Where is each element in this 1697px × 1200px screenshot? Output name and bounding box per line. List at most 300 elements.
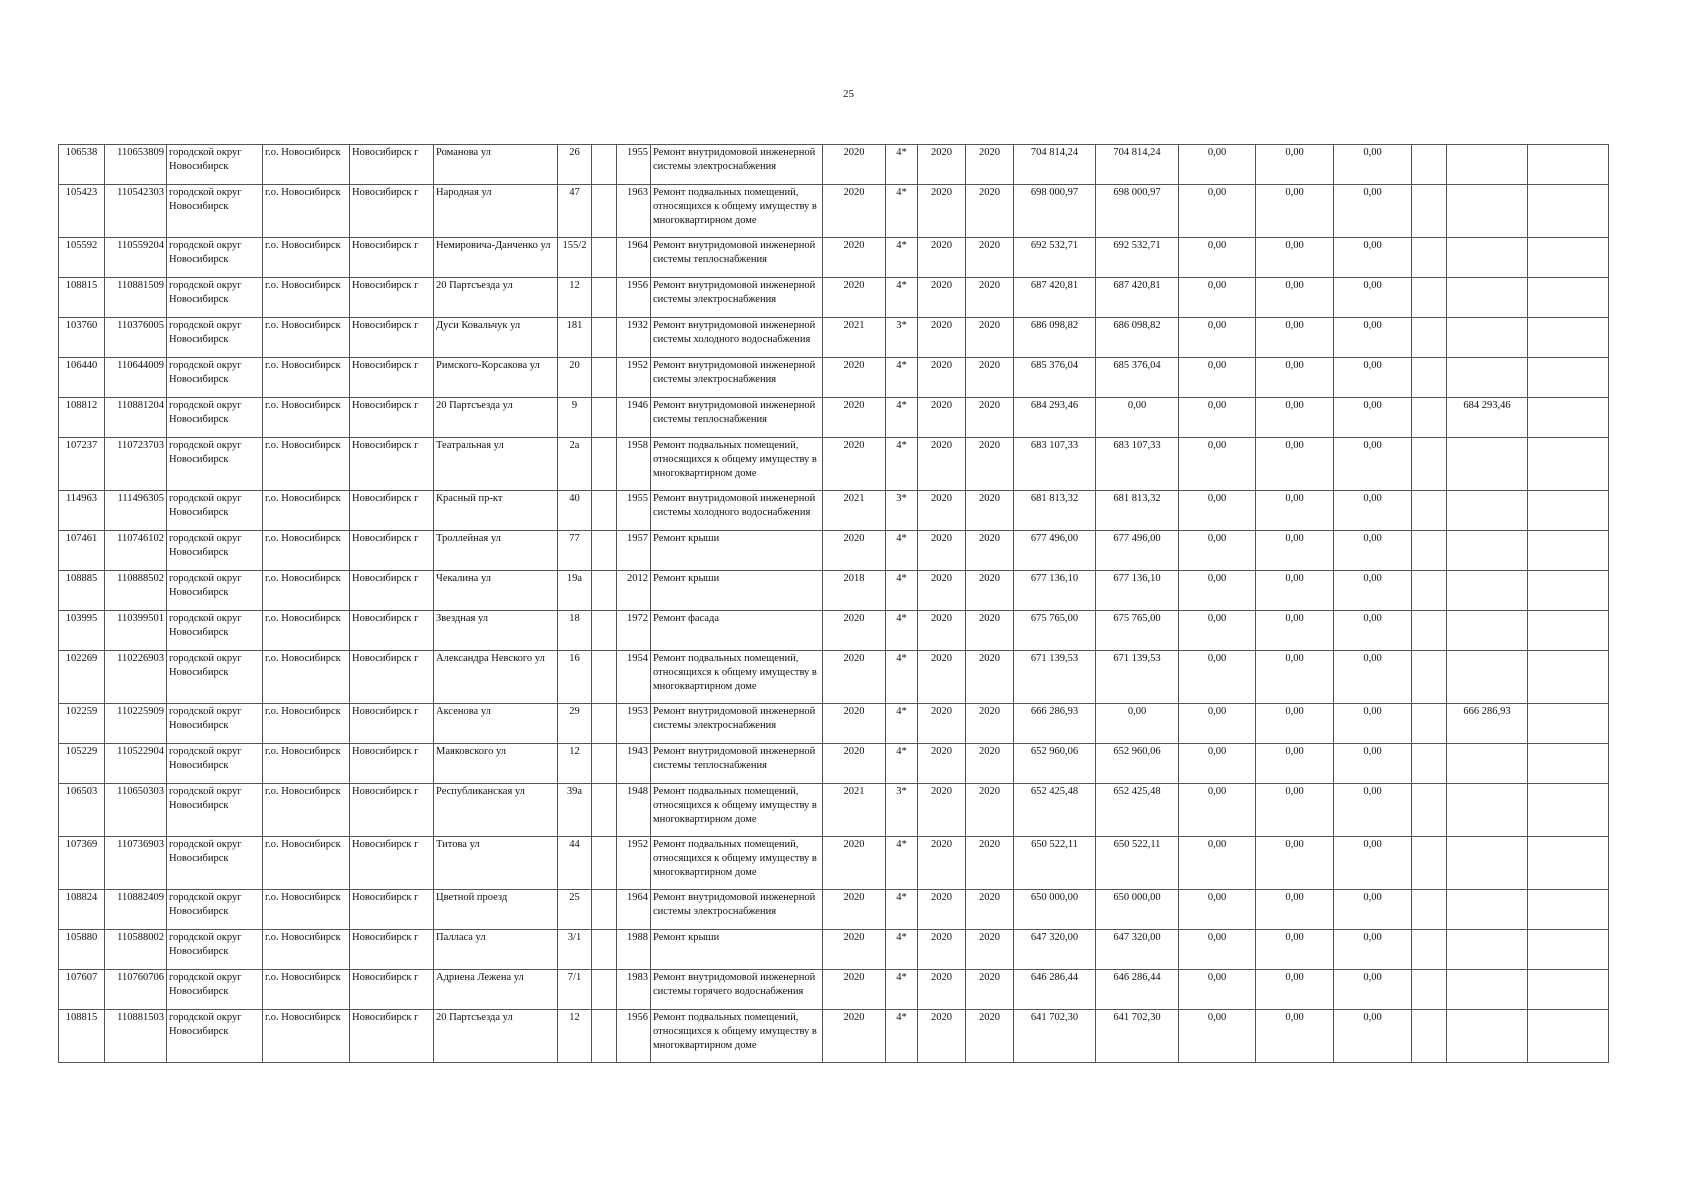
- cell-year-end: 2020: [966, 784, 1014, 837]
- cell-cost-2: 0,00: [1256, 185, 1334, 238]
- cell-cost-5: [1447, 491, 1528, 531]
- cell-city: Новосибирск г: [350, 970, 434, 1010]
- cell-cost-4: [1412, 238, 1447, 278]
- table-row: [59, 145, 1609, 185]
- cell-year-start: 2020: [918, 930, 966, 970]
- cell-municipality: г.о. Новосибирск: [263, 611, 350, 651]
- cell-year-built: 1946: [617, 398, 651, 438]
- cell-work-type: Ремонт подвальных помещений, относящихся к общему имуществу в многоквартирном доме: [651, 784, 823, 837]
- cell-cost-5: [1447, 358, 1528, 398]
- cell-total-cost: 652 425,48: [1014, 784, 1096, 837]
- cell-year-end: 2020: [966, 611, 1014, 651]
- cell-total-cost: 681 813,32: [1014, 491, 1096, 531]
- cell-house-number: 12: [558, 1010, 592, 1063]
- cell-city: Новосибирск г: [350, 930, 434, 970]
- cell-row-id: 105229: [59, 744, 105, 784]
- cell-building-letter: [592, 704, 617, 744]
- cell-fund-cost: 686 098,82: [1096, 318, 1179, 358]
- cell-year-end: 2020: [966, 398, 1014, 438]
- cell-cost-5: [1447, 438, 1528, 491]
- table-row: [59, 185, 1609, 238]
- cell-cost-2: 0,00: [1256, 398, 1334, 438]
- cell-cost-2: 0,00: [1256, 784, 1334, 837]
- cell-city: Новосибирск г: [350, 318, 434, 358]
- cell-object-code: 110882409: [105, 890, 167, 930]
- cell-house-number: 29: [558, 704, 592, 744]
- cell-cost-5: [1447, 145, 1528, 185]
- cell-municipality: г.о. Новосибирск: [263, 837, 350, 890]
- cell-fund-cost: 650 522,11: [1096, 837, 1179, 890]
- cell-fund-cost: 692 532,71: [1096, 238, 1179, 278]
- cell-fund-cost: 652 425,48: [1096, 784, 1179, 837]
- cell-total-cost: 677 496,00: [1014, 531, 1096, 571]
- cell-year-start: 2020: [918, 837, 966, 890]
- cell-house-number: 39а: [558, 784, 592, 837]
- cell-municipality: г.о. Новосибирск: [263, 358, 350, 398]
- cell-city: Новосибирск г: [350, 837, 434, 890]
- cell-total-cost: 692 532,71: [1014, 238, 1096, 278]
- cell-category: 4*: [886, 398, 918, 438]
- cell-house-number: 18: [558, 611, 592, 651]
- cell-cost-1: 0,00: [1179, 1010, 1256, 1063]
- cell-year-start: 2020: [918, 531, 966, 571]
- cell-cost-6: [1528, 837, 1609, 890]
- cell-year-start: 2020: [918, 784, 966, 837]
- cell-cost-6: [1528, 930, 1609, 970]
- cell-category: 4*: [886, 238, 918, 278]
- cell-year-end: 2020: [966, 837, 1014, 890]
- cell-fund-cost: 677 496,00: [1096, 531, 1179, 571]
- cell-row-id: 106503: [59, 784, 105, 837]
- cell-cost-1: 0,00: [1179, 611, 1256, 651]
- cell-house-number: 26: [558, 145, 592, 185]
- cell-category: 4*: [886, 611, 918, 651]
- cell-year-end: 2020: [966, 930, 1014, 970]
- cell-category: 4*: [886, 651, 918, 704]
- cell-year-end: 2020: [966, 890, 1014, 930]
- cell-fund-cost: 652 960,06: [1096, 744, 1179, 784]
- cell-cost-3: 0,00: [1334, 491, 1412, 531]
- cell-municipality: г.о. Новосибирск: [263, 930, 350, 970]
- cell-cost-1: 0,00: [1179, 358, 1256, 398]
- cell-year-built: 1954: [617, 651, 651, 704]
- table-row: [59, 238, 1609, 278]
- cell-cost-6: [1528, 1010, 1609, 1063]
- cell-cost-3: 0,00: [1334, 651, 1412, 704]
- cell-street: 20 Партсъезда ул: [434, 278, 558, 318]
- cell-plan-year: 2020: [823, 1010, 886, 1063]
- cell-year-start: 2020: [918, 398, 966, 438]
- cell-street: Народная ул: [434, 185, 558, 238]
- cell-cost-3: 0,00: [1334, 970, 1412, 1010]
- cell-object-code: 110644009: [105, 358, 167, 398]
- cell-cost-4: [1412, 704, 1447, 744]
- cell-year-end: 2020: [966, 744, 1014, 784]
- cell-house-number: 44: [558, 837, 592, 890]
- cell-year-start: 2020: [918, 185, 966, 238]
- cell-work-type: Ремонт внутридомовой инженерной системы электроснабжения: [651, 145, 823, 185]
- cell-cost-3: 0,00: [1334, 744, 1412, 784]
- cell-cost-1: 0,00: [1179, 398, 1256, 438]
- cell-total-cost: 666 286,93: [1014, 704, 1096, 744]
- cell-district: городской округ Новосибирск: [167, 890, 263, 930]
- cell-cost-3: 0,00: [1334, 278, 1412, 318]
- cell-cost-4: [1412, 744, 1447, 784]
- cell-district: городской округ Новосибирск: [167, 185, 263, 238]
- cell-city: Новосибирск г: [350, 358, 434, 398]
- table-row: [59, 744, 1609, 784]
- cell-city: Новосибирск г: [350, 398, 434, 438]
- cell-year-built: 1955: [617, 491, 651, 531]
- cell-work-type: Ремонт подвальных помещений, относящихся к общему имуществу в многоквартирном доме: [651, 438, 823, 491]
- cell-municipality: г.о. Новосибирск: [263, 784, 350, 837]
- cell-plan-year: 2020: [823, 970, 886, 1010]
- cell-plan-year: 2021: [823, 318, 886, 358]
- cell-fund-cost: 675 765,00: [1096, 611, 1179, 651]
- cell-year-end: 2020: [966, 438, 1014, 491]
- cell-cost-6: [1528, 744, 1609, 784]
- cell-year-start: 2020: [918, 491, 966, 531]
- cell-total-cost: 675 765,00: [1014, 611, 1096, 651]
- cell-year-start: 2020: [918, 890, 966, 930]
- cell-municipality: г.о. Новосибирск: [263, 1010, 350, 1063]
- cell-cost-1: 0,00: [1179, 238, 1256, 278]
- cell-object-code: 110653809: [105, 145, 167, 185]
- cell-cost-4: [1412, 1010, 1447, 1063]
- cell-category: 4*: [886, 185, 918, 238]
- cell-building-letter: [592, 358, 617, 398]
- cell-year-built: 1964: [617, 890, 651, 930]
- table-row: [59, 930, 1609, 970]
- cell-street: Немировича-Данченко ул: [434, 238, 558, 278]
- cell-cost-5: [1447, 185, 1528, 238]
- cell-street: Троллейная ул: [434, 531, 558, 571]
- cell-cost-5: [1447, 744, 1528, 784]
- cell-cost-2: 0,00: [1256, 531, 1334, 571]
- cell-fund-cost: 681 813,32: [1096, 491, 1179, 531]
- cell-street: Александра Невского ул: [434, 651, 558, 704]
- cell-cost-6: [1528, 438, 1609, 491]
- cell-work-type: Ремонт крыши: [651, 571, 823, 611]
- cell-work-type: Ремонт внутридомовой инженерной системы электроснабжения: [651, 278, 823, 318]
- cell-building-letter: [592, 318, 617, 358]
- cell-building-letter: [592, 970, 617, 1010]
- cell-cost-5: [1447, 784, 1528, 837]
- cell-year-end: 2020: [966, 318, 1014, 358]
- cell-category: 4*: [886, 571, 918, 611]
- cell-municipality: г.о. Новосибирск: [263, 238, 350, 278]
- cell-total-cost: 677 136,10: [1014, 571, 1096, 611]
- cell-cost-2: 0,00: [1256, 651, 1334, 704]
- cell-district: городской округ Новосибирск: [167, 278, 263, 318]
- cell-street: Красный пр-кт: [434, 491, 558, 531]
- cell-city: Новосибирск г: [350, 704, 434, 744]
- cell-total-cost: 647 320,00: [1014, 930, 1096, 970]
- cell-cost-4: [1412, 278, 1447, 318]
- cell-cost-2: 0,00: [1256, 704, 1334, 744]
- cell-street: Маяковского ул: [434, 744, 558, 784]
- cell-object-code: 110760706: [105, 970, 167, 1010]
- cell-building-letter: [592, 1010, 617, 1063]
- cell-year-end: 2020: [966, 651, 1014, 704]
- cell-municipality: г.о. Новосибирск: [263, 145, 350, 185]
- cell-category: 3*: [886, 318, 918, 358]
- cell-cost-6: [1528, 784, 1609, 837]
- cell-row-id: 105423: [59, 185, 105, 238]
- cell-building-letter: [592, 278, 617, 318]
- cell-cost-1: 0,00: [1179, 531, 1256, 571]
- table-row: [59, 704, 1609, 744]
- cell-cost-3: 0,00: [1334, 438, 1412, 491]
- cell-district: городской округ Новосибирск: [167, 1010, 263, 1063]
- cell-year-start: 2020: [918, 238, 966, 278]
- cell-district: городской округ Новосибирск: [167, 744, 263, 784]
- cell-plan-year: 2020: [823, 837, 886, 890]
- cell-cost-1: 0,00: [1179, 491, 1256, 531]
- cell-year-start: 2020: [918, 438, 966, 491]
- cell-year-end: 2020: [966, 358, 1014, 398]
- table-row: [59, 651, 1609, 704]
- cell-city: Новосибирск г: [350, 744, 434, 784]
- cell-object-code: 110650303: [105, 784, 167, 837]
- cell-municipality: г.о. Новосибирск: [263, 704, 350, 744]
- cell-category: 3*: [886, 491, 918, 531]
- cell-object-code: 110888502: [105, 571, 167, 611]
- cell-year-start: 2020: [918, 278, 966, 318]
- cell-plan-year: 2020: [823, 438, 886, 491]
- cell-street: Адриена Лежена ул: [434, 970, 558, 1010]
- cell-cost-6: [1528, 890, 1609, 930]
- cell-municipality: г.о. Новосибирск: [263, 185, 350, 238]
- cell-district: городской округ Новосибирск: [167, 531, 263, 571]
- cell-cost-5: [1447, 890, 1528, 930]
- cell-municipality: г.о. Новосибирск: [263, 278, 350, 318]
- cell-total-cost: 683 107,33: [1014, 438, 1096, 491]
- cell-city: Новосибирск г: [350, 145, 434, 185]
- cell-street: Чекалина ул: [434, 571, 558, 611]
- cell-cost-3: 0,00: [1334, 398, 1412, 438]
- cell-city: Новосибирск г: [350, 238, 434, 278]
- cell-cost-6: [1528, 238, 1609, 278]
- cell-cost-1: 0,00: [1179, 744, 1256, 784]
- cell-cost-1: 0,00: [1179, 278, 1256, 318]
- cell-cost-3: 0,00: [1334, 185, 1412, 238]
- cell-cost-2: 0,00: [1256, 438, 1334, 491]
- cell-district: городской округ Новосибирск: [167, 398, 263, 438]
- cell-cost-5: [1447, 278, 1528, 318]
- cell-plan-year: 2020: [823, 278, 886, 318]
- cell-building-letter: [592, 571, 617, 611]
- cell-cost-3: 0,00: [1334, 531, 1412, 571]
- cell-year-built: 1964: [617, 238, 651, 278]
- cell-cost-4: [1412, 145, 1447, 185]
- cell-cost-4: [1412, 890, 1447, 930]
- cell-municipality: г.о. Новосибирск: [263, 744, 350, 784]
- cell-total-cost: 650 000,00: [1014, 890, 1096, 930]
- table-row: [59, 491, 1609, 531]
- cell-city: Новосибирск г: [350, 890, 434, 930]
- cell-row-id: 108885: [59, 571, 105, 611]
- cell-city: Новосибирск г: [350, 651, 434, 704]
- cell-year-end: 2020: [966, 278, 1014, 318]
- cell-cost-6: [1528, 491, 1609, 531]
- cell-row-id: 107237: [59, 438, 105, 491]
- cell-year-built: 1953: [617, 704, 651, 744]
- cell-object-code: 110881503: [105, 1010, 167, 1063]
- cell-cost-4: [1412, 531, 1447, 571]
- cell-cost-2: 0,00: [1256, 318, 1334, 358]
- cell-cost-2: 0,00: [1256, 571, 1334, 611]
- cell-building-letter: [592, 185, 617, 238]
- cell-municipality: г.о. Новосибирск: [263, 438, 350, 491]
- cell-fund-cost: 683 107,33: [1096, 438, 1179, 491]
- cell-municipality: г.о. Новосибирск: [263, 531, 350, 571]
- cell-cost-3: 0,00: [1334, 704, 1412, 744]
- cell-district: городской округ Новосибирск: [167, 651, 263, 704]
- cell-building-letter: [592, 438, 617, 491]
- cell-total-cost: 686 098,82: [1014, 318, 1096, 358]
- cell-year-end: 2020: [966, 238, 1014, 278]
- cell-district: городской округ Новосибирск: [167, 611, 263, 651]
- cell-year-start: 2020: [918, 1010, 966, 1063]
- cell-building-letter: [592, 531, 617, 571]
- cell-object-code: 110881204: [105, 398, 167, 438]
- table-row: [59, 318, 1609, 358]
- cell-object-code: 110588002: [105, 930, 167, 970]
- cell-municipality: г.о. Новосибирск: [263, 571, 350, 611]
- cell-year-start: 2020: [918, 970, 966, 1010]
- cell-cost-4: [1412, 611, 1447, 651]
- cell-object-code: 111496305: [105, 491, 167, 531]
- cell-year-start: 2020: [918, 744, 966, 784]
- cell-cost-2: 0,00: [1256, 145, 1334, 185]
- cell-cost-6: [1528, 531, 1609, 571]
- cell-cost-6: [1528, 398, 1609, 438]
- cell-row-id: 107369: [59, 837, 105, 890]
- cell-year-end: 2020: [966, 145, 1014, 185]
- cell-plan-year: 2020: [823, 145, 886, 185]
- cell-total-cost: 685 376,04: [1014, 358, 1096, 398]
- cell-category: 4*: [886, 704, 918, 744]
- cell-municipality: г.о. Новосибирск: [263, 970, 350, 1010]
- cell-year-start: 2020: [918, 318, 966, 358]
- cell-year-start: 2020: [918, 704, 966, 744]
- cell-cost-1: 0,00: [1179, 930, 1256, 970]
- cell-object-code: 110226903: [105, 651, 167, 704]
- cell-work-type: Ремонт внутридомовой инженерной системы электроснабжения: [651, 704, 823, 744]
- cell-building-letter: [592, 837, 617, 890]
- cell-house-number: 47: [558, 185, 592, 238]
- table-row: [59, 358, 1609, 398]
- cell-year-built: 1952: [617, 837, 651, 890]
- cell-municipality: г.о. Новосибирск: [263, 890, 350, 930]
- cell-district: городской округ Новосибирск: [167, 837, 263, 890]
- cell-category: 4*: [886, 358, 918, 398]
- page-number: 25: [843, 88, 854, 100]
- cell-cost-2: 0,00: [1256, 491, 1334, 531]
- cell-plan-year: 2020: [823, 651, 886, 704]
- cell-object-code: 110723703: [105, 438, 167, 491]
- table-row: [59, 890, 1609, 930]
- cell-cost-6: [1528, 571, 1609, 611]
- cell-category: 4*: [886, 1010, 918, 1063]
- cell-cost-3: 0,00: [1334, 145, 1412, 185]
- cell-street: Звездная ул: [434, 611, 558, 651]
- cell-street: Театральная ул: [434, 438, 558, 491]
- cell-plan-year: 2021: [823, 491, 886, 531]
- cell-fund-cost: 687 420,81: [1096, 278, 1179, 318]
- cell-city: Новосибирск г: [350, 1010, 434, 1063]
- cell-building-letter: [592, 890, 617, 930]
- cell-work-type: Ремонт крыши: [651, 531, 823, 571]
- cell-cost-2: 0,00: [1256, 278, 1334, 318]
- cell-building-letter: [592, 744, 617, 784]
- cell-plan-year: 2020: [823, 185, 886, 238]
- cell-district: городской округ Новосибирск: [167, 704, 263, 744]
- cell-cost-4: [1412, 784, 1447, 837]
- cell-row-id: 108815: [59, 1010, 105, 1063]
- cell-year-built: 1956: [617, 1010, 651, 1063]
- cell-row-id: 114963: [59, 491, 105, 531]
- cell-cost-3: 0,00: [1334, 358, 1412, 398]
- table-row: [59, 438, 1609, 491]
- cell-category: 4*: [886, 438, 918, 491]
- cell-city: Новосибирск г: [350, 571, 434, 611]
- cell-category: 3*: [886, 784, 918, 837]
- cell-city: Новосибирск г: [350, 438, 434, 491]
- cell-work-type: Ремонт фасада: [651, 611, 823, 651]
- cell-cost-3: 0,00: [1334, 784, 1412, 837]
- cell-fund-cost: 646 286,44: [1096, 970, 1179, 1010]
- cell-street: Палласа ул: [434, 930, 558, 970]
- cell-year-built: 1972: [617, 611, 651, 651]
- cell-cost-4: [1412, 318, 1447, 358]
- cell-city: Новосибирск г: [350, 185, 434, 238]
- cell-cost-5: 666 286,93: [1447, 704, 1528, 744]
- cell-street: Титова ул: [434, 837, 558, 890]
- cell-street: Дуси Ковальчук ул: [434, 318, 558, 358]
- cell-row-id: 105592: [59, 238, 105, 278]
- cell-cost-1: 0,00: [1179, 185, 1256, 238]
- cell-object-code: 110522904: [105, 744, 167, 784]
- cell-row-id: 108824: [59, 890, 105, 930]
- cell-row-id: 106440: [59, 358, 105, 398]
- cell-municipality: г.о. Новосибирск: [263, 651, 350, 704]
- cell-cost-5: [1447, 651, 1528, 704]
- cell-year-built: 1955: [617, 145, 651, 185]
- cell-work-type: Ремонт внутридомовой инженерной системы холодного водоснабжения: [651, 491, 823, 531]
- cell-street: Романова ул: [434, 145, 558, 185]
- cell-cost-4: [1412, 438, 1447, 491]
- cell-cost-4: [1412, 651, 1447, 704]
- table-row: [59, 784, 1609, 837]
- cell-cost-1: 0,00: [1179, 970, 1256, 1010]
- cell-year-end: 2020: [966, 491, 1014, 531]
- cell-plan-year: 2018: [823, 571, 886, 611]
- cell-row-id: 103995: [59, 611, 105, 651]
- cell-fund-cost: 671 139,53: [1096, 651, 1179, 704]
- cell-building-letter: [592, 238, 617, 278]
- cell-plan-year: 2020: [823, 930, 886, 970]
- cell-municipality: г.о. Новосибирск: [263, 318, 350, 358]
- cell-building-letter: [592, 145, 617, 185]
- cell-total-cost: 671 139,53: [1014, 651, 1096, 704]
- cell-category: 4*: [886, 531, 918, 571]
- cell-street: Римского-Корсакова ул: [434, 358, 558, 398]
- cell-cost-6: [1528, 278, 1609, 318]
- cell-building-letter: [592, 398, 617, 438]
- cell-year-built: 1932: [617, 318, 651, 358]
